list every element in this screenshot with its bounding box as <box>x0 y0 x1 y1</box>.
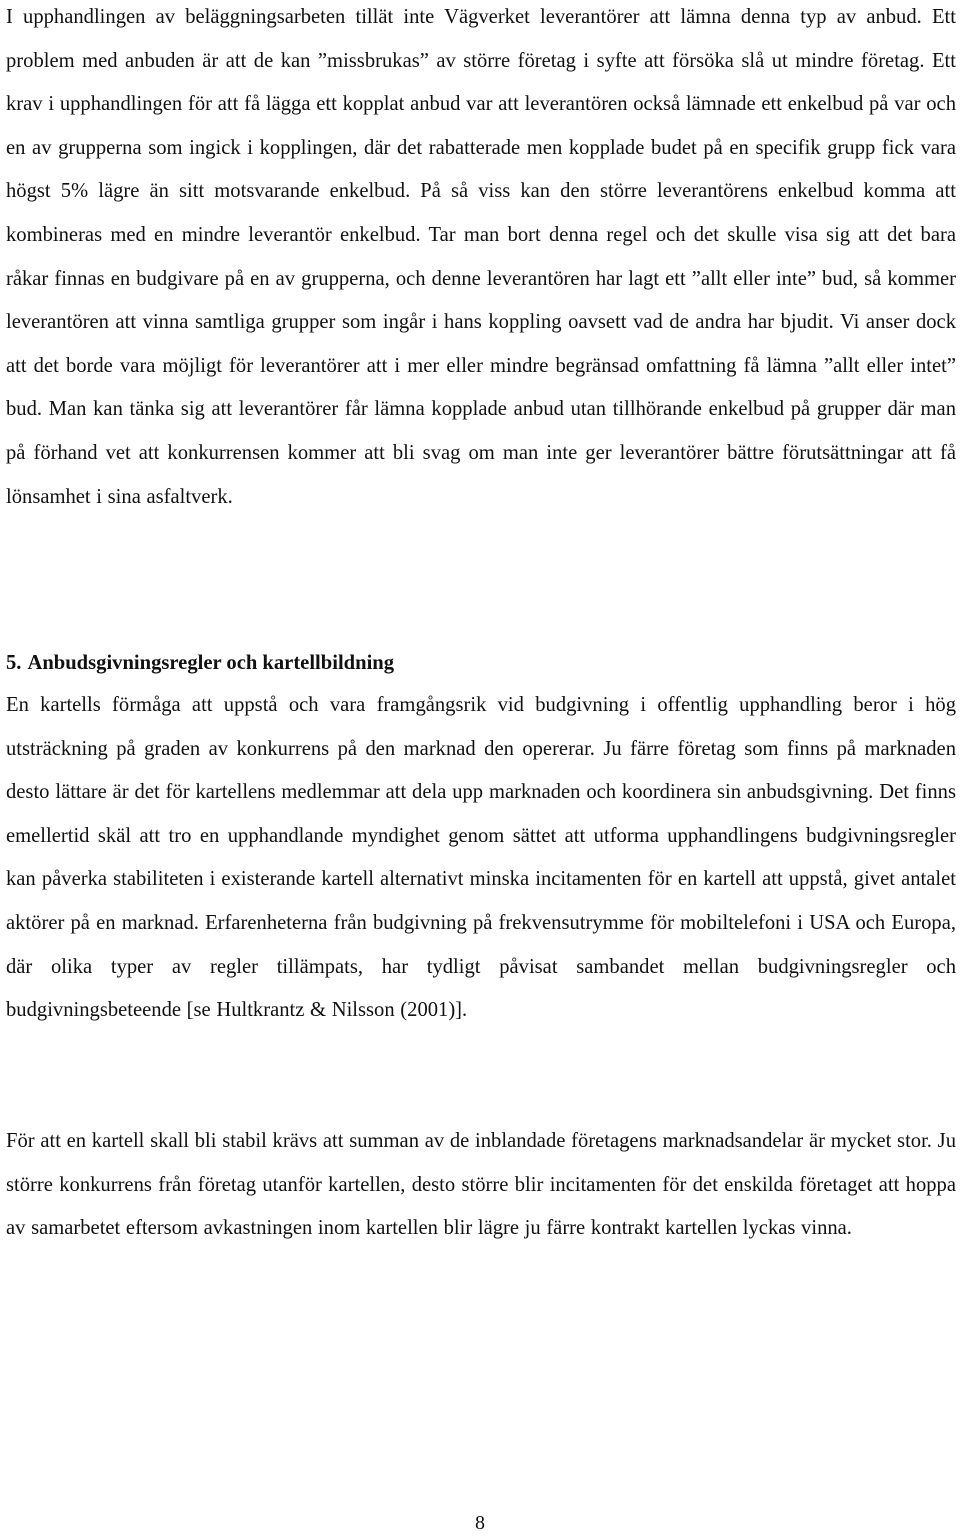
body-paragraph-2: En kartells förmåga att uppstå och vara framgångsrik vid budgivning i offentlig upphandling beror i hög utsträckning på graden av konkurrens på den marknad den opererar. Ju färre företag som finns på marknaden desto lättare är det för kartellens medlemmar att dela upp marknaden och koordinera sin anbudsgivning. Det finns emellertid skäl att tro en upphandlande myndighet genom sättet att utforma upphandlingens budgivningsregler kan påverka stabiliteten i existerande kartell alternativt minska incitamenten för en kartell att uppstå, givet antalet aktörer på en marknad. Erfarenheterna från budgivning på frekvensutrymme för mobiltelefoni i USA och Europa, där olika typer av regler tillämpats, har tydligt påvisat sambandet mellan budgivningsregler och budgivningsbeteende [se Hultkrantz & Nilsson (2001)]. <box>6 694 956 1022</box>
body-paragraph-1: I upphandlingen av beläggningsarbeten tillät inte Vägverket leverantörer att lämna denna typ av anbud. Ett problem med anbuden är att de kan ”missbrukas” av större företag i syfte att försöka slå ut mindre företag. Ett krav i upphandlingen för att få lägga ett kopplat anbud var att leverantören också lämnade ett enkelbud på var och en av grupperna som ingick i kopplingen, där det rabatterade men kopplade budet på en specifik grupp fick vara högst 5% lägre än sitt motsvarande enkelbud. På så viss kan den större leverantörens enkelbud komma att kombineras med en mindre leverantör enkelbud. Tar man bort denna regel och det skulle visa sig att det bara råkar finnas en budgivare på en av grupperna, och denne leverantören har lagt ett ”allt eller inte” bud, så kommer leverantören att vinna samtliga grupper som ingår i hans koppling oavsett vad de andra har bjudit. Vi anser dock att det borde vara möjligt för leverantörer att i mer eller mindre begränsad omfattning få lämna ”allt eller intet” bud. Man kan tänka sig att leverantörer får lämna kopplade anbud utan tillhörande enkelbud på grupper där man på förhand vet att konkurrensen kommer att bli svag om man inte ger leverantörer bättre förutsättningar att få lönsamhet i sina asfaltverk. <box>6 6 956 508</box>
section-title: Anbudsgivningsregler och kartellbildning <box>27 652 395 674</box>
body-paragraph-3: För att en kartell skall bli stabil krävs att summan av de inblandade företagens marknadsandelar är mycket stor. Ju större konkurrens från företag utanför kartellen, desto större blir incitamenten för det enskilda företaget att hoppa av samarbetet eftersom avkastningen inom kartellen blir lägre ju färre kontrakt kartellen lyckas vinna. <box>6 1130 956 1240</box>
section-heading <box>6 645 394 681</box>
section-number: 5. <box>6 652 22 674</box>
page-number: 8 <box>475 1512 485 1534</box>
